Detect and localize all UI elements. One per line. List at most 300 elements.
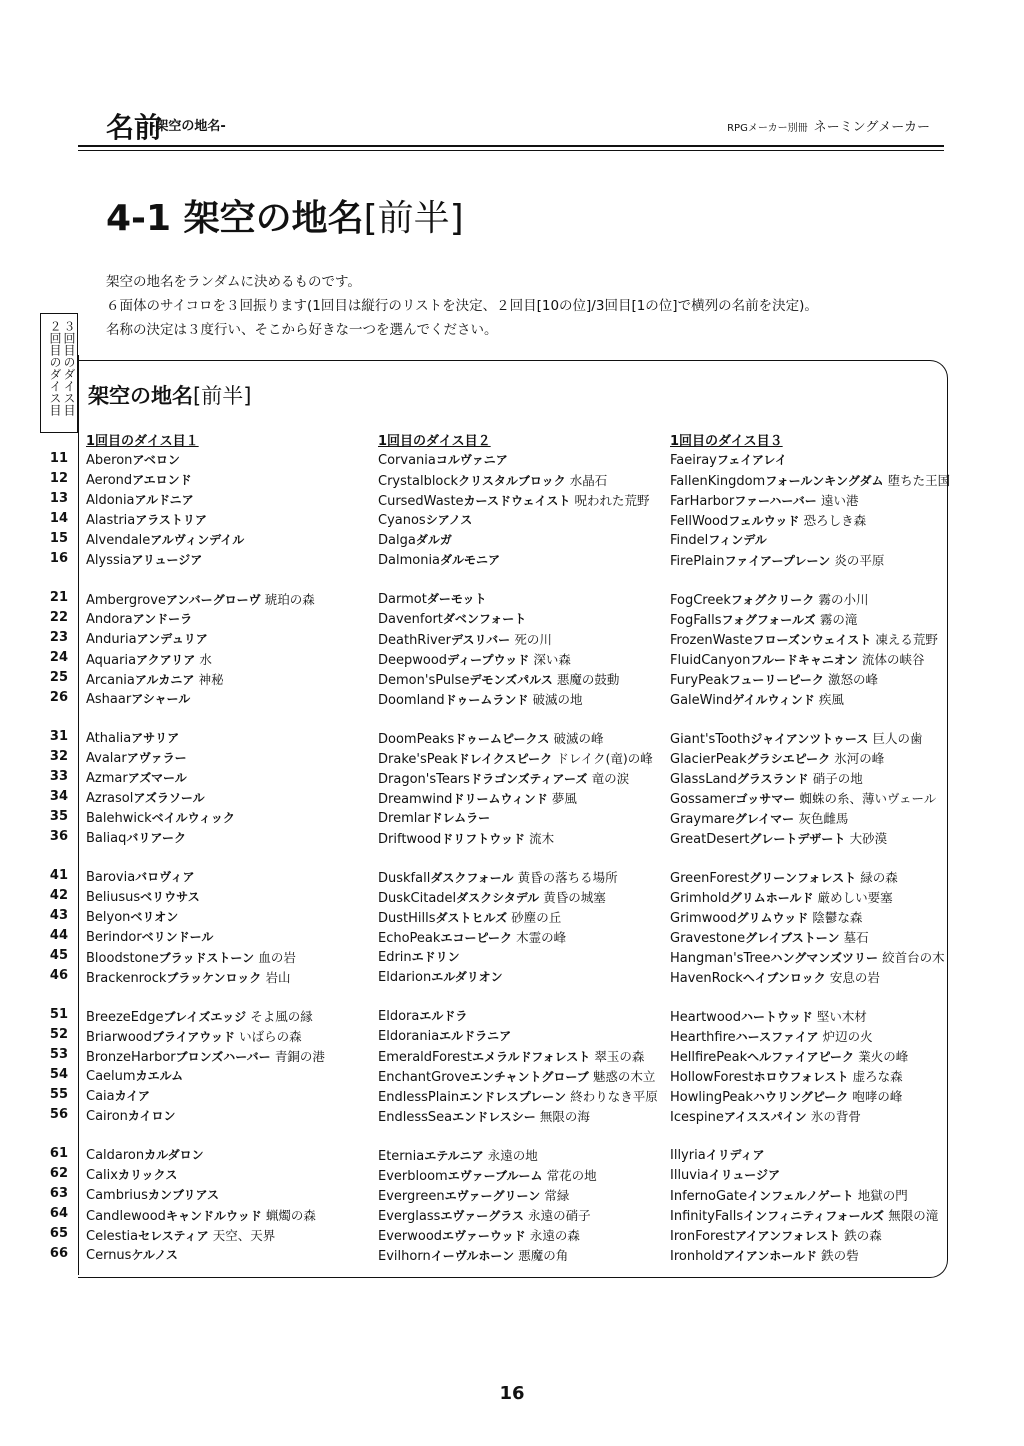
row-number: 22 [49,609,68,625]
place-name-katakana: エルダリオン [431,969,503,984]
place-name-katakana: ジャイアンツトゥース [750,732,869,746]
place-name-latin: Baliaq [86,830,127,846]
place-name-latin: Belyon [86,909,131,925]
place-name-entry [378,511,472,528]
place-name-latin: Berindor [86,929,142,945]
place-name-latin: Doomland [378,692,445,708]
row-number: 14 [49,510,68,526]
place-name-katakana: アクアリア [136,652,196,667]
place-name-katakana: コルヴァニア [435,453,508,467]
place-name-entry [670,1246,859,1264]
place-name-katakana: インフィニティフォールズ [743,1208,885,1223]
place-name-entry [86,451,180,468]
place-name-entry [86,650,212,668]
column-head-3: 1回目のダイス目３ [670,434,783,449]
place-name-latin: Athalia [86,731,132,746]
place-name-latin: Aberon [86,453,133,468]
place-name-latin: Grimhold [670,890,730,906]
place-name-entry [670,511,866,529]
place-name-entry [670,729,923,747]
place-name-latin: Icespine [670,1109,724,1125]
place-name-latin: EmeraldForest [378,1049,472,1065]
row-number: 54 [49,1066,68,1082]
place-name-entry [86,630,208,647]
place-name-katakana: ダスクフォール [430,871,514,885]
place-name-meaning: 蝋燭の森 [265,1207,316,1223]
place-name-entry [378,829,554,847]
place-name-latin: EchoPeak [378,930,441,946]
place-name-entry [670,968,880,986]
place-name-katakana: エコーピーク [440,930,512,945]
place-name-latin: Evilhorn [378,1248,431,1264]
place-name-katakana: ダーモット [426,592,487,606]
row-number: 12 [49,470,68,486]
place-name-latin: Drake'sPeak [378,751,458,767]
place-name-katakana: フィンデル [708,532,767,547]
place-name-entry [378,948,460,965]
place-name-entry [86,551,202,568]
place-name-latin: Hangman'sTree [670,950,771,966]
place-name-entry [670,908,862,926]
place-name-meaning: 蜘蛛の糸、薄いヴェール [799,790,937,806]
place-name-katakana: カリックス [117,1167,178,1182]
place-name-entry [86,1206,316,1224]
intro-line: ６面体のサイコロを３回振ります(1回目は縦行のリストを決定、２回目[10の位]/3回目[1の位]で横列の名前を決定)。 [106,298,818,314]
place-name-katakana: イーヴルホーン [430,1248,515,1263]
place-name-meaning: 堕ちた王国 [887,472,951,488]
chapter-number: 4-1 [106,198,172,239]
place-name-katakana: ダストヒルズ [435,910,508,925]
place-name-katakana: ファイアープレーン [724,553,831,568]
place-name-katakana: グリーンフォレスト [749,871,857,885]
place-name-latin: Eldarion [378,969,432,985]
place-name-katakana: キャンドルウッド [165,1208,262,1223]
place-name-katakana: エヴァーグリーン [444,1188,541,1203]
place-name-latin: GlassLand [670,771,737,787]
place-name-entry [86,1146,204,1163]
place-name-latin: FirePlain [670,553,725,569]
place-name-katakana: エルドラ [419,1009,468,1023]
place-name-latin: Arcania [86,672,135,688]
place-name-latin: Alvendale [86,532,151,548]
place-name-entry [670,690,844,708]
place-name-entry [378,670,619,688]
place-name-katakana: アンデュリア [136,631,208,646]
chapter-title [106,190,464,241]
place-name-latin: Grimwood [670,910,737,926]
place-name-katakana: カイア [114,1088,150,1103]
place-name-latin: Celestia [86,1228,139,1244]
place-name-katakana: ダルガ [415,532,452,547]
place-name-latin: FluidCanyon [670,652,751,668]
place-name-katakana: アラストリア [135,512,207,527]
place-name-latin: Darmot [378,592,427,607]
place-name-meaning: 墓石 [843,929,869,945]
place-name-latin: Aerond [86,472,133,488]
place-name-meaning: 業火の峰 [858,1048,909,1064]
row-number: 11 [49,451,68,466]
place-name-latin: Cairon [86,1108,128,1124]
place-name-entry [86,610,192,627]
place-name-entry [670,491,858,509]
place-name-meaning: 鉄の森 [844,1227,882,1243]
row-number: 33 [49,768,68,784]
place-name-meaning: 琥珀の森 [264,592,315,607]
row-number: 41 [49,868,68,883]
place-name-latin: Dalmonia [378,552,441,568]
place-name-latin: Aldonia [86,492,135,508]
row-number: 62 [49,1165,68,1181]
place-name-katakana: クリスタルブロック [458,473,566,488]
row-number: 21 [49,590,68,605]
place-name-meaning: 氷河の峰 [834,750,885,766]
place-name-meaning: 終わりなき平原 [570,1088,658,1104]
place-name-latin: Calix [86,1167,118,1183]
place-name-latin: GlacierPeak [670,751,747,767]
place-name-entry [86,729,179,746]
place-name-meaning: 水 [199,651,212,667]
place-name-entry [86,1246,178,1263]
place-name-meaning: 陰鬱な森 [812,909,863,925]
place-name-latin: HavenRock [670,970,743,986]
place-name-latin: HollowForest [670,1069,754,1085]
place-name-meaning: 呪われた荒野 [574,492,650,508]
place-name-meaning: 常花の地 [546,1167,597,1183]
place-name-entry [378,789,577,807]
header-book-title [727,116,930,135]
place-name-katakana: カルダロン [144,1148,204,1162]
place-name-katakana: グラスランド [736,771,809,786]
place-name-entry [86,690,190,707]
place-name-meaning: 咆哮の峰 [852,1088,903,1104]
place-name-meaning: 凍える荒野 [875,631,938,647]
place-name-latin: Everwood [378,1228,443,1244]
place-name-katakana: エンチャントグローブ [469,1069,589,1084]
place-name-latin: HowlingPeak [670,1089,753,1105]
place-name-entry [86,531,244,548]
place-name-latin: FogFalls [670,612,722,628]
place-name-entry [378,729,604,747]
place-name-katakana: イリュージア [708,1167,780,1182]
place-name-meaning: 厳めしい要塞 [817,889,893,905]
place-name-entry [670,1186,908,1204]
row-number: 66 [49,1245,68,1261]
place-name-meaning: 安息の岩 [829,969,880,985]
place-name-entry [86,1087,150,1104]
place-name-latin: Caelum [86,1068,136,1084]
place-name-katakana: フォグフォールズ [721,612,816,627]
place-name-katakana: グレイマー [734,811,795,826]
place-name-meaning: 堅い木材 [816,1009,867,1024]
place-name-katakana: ホロウフォレスト [753,1069,849,1084]
place-name-entry [378,888,606,906]
row-number: 53 [49,1046,68,1062]
place-name-latin: FrozenWaste [670,632,753,648]
place-name-entry [670,1166,780,1183]
header-rule-thin [78,150,944,151]
intro-line: 架空の地名をランダムに決めるものです。 [106,274,361,290]
place-name-entry [378,928,566,946]
place-name-meaning: 常緑 [544,1187,570,1203]
place-name-entry [670,650,925,668]
place-name-katakana: フォールンキングダム [765,473,884,488]
place-name-meaning: 岩山 [265,969,291,985]
place-name-entry [86,670,224,688]
intro-line: 名称の決定は３度行い、そこから好きな一つを選んでください。 [106,322,498,338]
place-name-katakana: ダベンフォート [442,611,527,626]
place-name-katakana: アルカニア [134,672,195,687]
place-name-latin: FarHarbor [670,493,735,509]
place-name-entry [670,1047,908,1065]
place-name-latin: Cyanos [378,512,426,528]
place-name-latin: DoomPeaks [378,732,455,747]
place-name-entry [378,1186,569,1204]
place-name-entry [378,1067,655,1085]
row-number: 23 [49,629,68,645]
row-number: 42 [49,887,68,903]
place-name-meaning: ドレイク(竜)の峰 [556,750,653,766]
place-name-katakana: ブライアウッド [151,1029,236,1044]
place-name-katakana: アヴァラー [126,750,187,765]
place-name-entry [670,829,887,847]
place-name-entry [670,471,950,489]
row-number: 43 [49,907,68,923]
place-name-meaning: いばらの森 [239,1028,302,1044]
place-name-meaning: 霧の小川 [818,592,869,607]
place-name-katakana: デモンズパルス [469,672,553,687]
place-name-latin: Alastria [86,512,136,528]
place-name-latin: Gossamer [670,791,736,807]
place-name-katakana: カンブリアス [147,1187,219,1202]
place-name-latin: EndlessSea [378,1109,453,1125]
place-name-meaning: 硝子の地 [812,770,863,786]
place-name-meaning: 流木 [529,830,555,846]
place-name-entry [378,610,526,627]
place-name-entry [378,908,561,926]
place-name-latin: Faeiray [670,453,717,468]
place-name-entry [86,1107,176,1124]
place-name-latin: Dreamwind [378,791,453,807]
place-name-katakana: カースドウェイスト [463,493,571,508]
place-name-katakana: エヴァーブルーム [447,1168,543,1183]
row-number: 31 [49,729,68,744]
place-name-latin: Caldaron [86,1148,145,1163]
place-name-meaning: 悪魔の鼓動 [556,671,620,687]
place-name-meaning: 緑の森 [860,870,898,885]
place-name-entry [86,1226,275,1244]
place-name-meaning: そよ風の縁 [250,1009,313,1024]
place-name-katakana: ディープウッド [447,652,530,667]
place-name-entry [670,551,884,569]
place-name-katakana: カイロン [127,1108,176,1123]
place-name-katakana: ブロンズハーバー [175,1049,271,1064]
chapter-name: 架空の地名 [183,198,364,239]
place-name-katakana: グラシエピーク [746,751,831,766]
place-name-latin: Dalga [378,532,416,548]
place-name-katakana: デスリバー [451,632,511,647]
place-name-latin: Bloodstone [86,950,159,966]
place-name-meaning: 霧の滝 [819,611,858,627]
place-name-katakana: ドリームウィンド [452,791,548,806]
place-name-katakana: グリムホールド [729,890,814,905]
place-name-latin: Crystalblock [378,473,459,489]
place-name-meaning: 絞首台の木 [882,949,945,965]
place-name-katakana: ヘイブンロック [742,970,826,985]
place-name-katakana: ドゥームピークス [454,732,550,746]
place-name-katakana: フェイアレイ [716,453,787,467]
place-name-entry [86,829,186,846]
place-name-meaning: 砂塵の丘 [511,909,562,925]
place-name-meaning: 水晶石 [569,472,608,488]
place-name-katakana: エンドレスプレーン [459,1089,567,1104]
row-number: 35 [49,808,68,824]
place-name-katakana: ドレイクスピーク [457,751,553,766]
row-number: 61 [49,1146,68,1161]
place-name-entry [378,1166,597,1184]
place-name-katakana: アンバーグローヴ [165,593,261,607]
place-name-entry [670,789,936,807]
place-name-latin: InfinityFalls [670,1208,744,1224]
place-name-meaning: 灰色雌馬 [798,810,849,826]
place-name-katakana: ベリオン [130,909,179,924]
place-name-latin: Giant'sTooth [670,732,751,747]
place-name-latin: EnchantGrove [378,1069,470,1085]
place-name-entry [86,1166,177,1183]
place-name-katakana: エルドラニア [439,1028,512,1043]
place-name-entry [670,888,893,906]
place-name-latin: Balehwick [86,810,152,826]
place-name-entry [670,610,857,628]
place-name-katakana: エヴァーグラス [440,1208,524,1223]
place-name-entry [378,1206,591,1224]
place-name-katakana: アリュージア [131,552,203,567]
place-name-entry [86,868,194,885]
place-name-entry [378,531,452,548]
place-name-katakana: ダルモニア [440,552,501,567]
place-name-entry [86,888,200,905]
place-name-katakana: セレスティア [138,1228,209,1243]
place-name-latin: Candlewood [86,1208,166,1224]
place-name-latin: Everglass [378,1208,441,1224]
page-number: 16 [499,1383,525,1404]
place-name-entry [670,948,945,966]
place-name-entry [670,630,938,648]
table-title: 架空の地名[前半] [88,384,252,408]
place-name-meaning: 遠い港 [820,492,859,508]
place-name-entry [378,630,552,648]
place-name-katakana: ケルノス [131,1247,178,1262]
chapter-bracket-close: ] [449,198,464,239]
place-name-entry [86,1186,219,1203]
place-name-meaning: 死の川 [514,631,552,647]
row-number: 32 [49,748,68,764]
place-name-entry [670,749,884,767]
place-name-entry [670,868,898,886]
place-name-latin: DuskCitadel [378,890,457,906]
place-name-entry [86,948,296,966]
place-name-latin: Illyria [670,1148,706,1163]
place-name-meaning: 永遠の森 [529,1227,580,1243]
place-name-katakana: エドリン [411,949,460,964]
place-name-latin: Ironhold [670,1248,724,1264]
row-number: 52 [49,1026,68,1042]
place-name-latin: GaleWind [670,692,733,708]
place-name-katakana: ドリフトウッド [441,831,525,846]
place-name-entry [670,1206,938,1224]
place-name-entry [86,749,187,766]
place-name-latin: Heartwood [670,1010,741,1025]
place-name-katakana: ベリンドール [141,929,214,944]
place-name-entry [378,551,500,568]
place-name-latin: Dragon'sTears [378,771,470,787]
place-name-entry [86,491,194,508]
place-name-meaning: 木霊の峰 [516,929,567,945]
page-header [78,100,944,146]
place-name-entry [378,1027,511,1044]
table-title-text: 架空の地名 [88,384,193,408]
place-name-latin: Ashaar [86,691,132,707]
row-number: 44 [49,927,68,943]
place-name-entry [378,809,490,826]
place-name-entry [378,968,503,985]
row-number: 45 [49,947,68,963]
place-name-katakana: エヴァーウッド [442,1228,526,1243]
place-name-latin: Ambergrove [86,593,166,608]
place-name-katakana: アサリア [131,731,180,745]
chapter-bracket-text: 前半 [377,198,450,239]
place-name-entry [86,968,290,986]
place-name-latin: Driftwood [378,831,442,847]
place-name-entry [378,1246,568,1264]
row-number: 16 [49,550,68,566]
place-name-katakana: アルドニア [134,492,194,507]
place-name-latin: Caia [86,1088,115,1104]
place-name-entry [670,1226,882,1244]
place-name-latin: Hearthfire [670,1029,736,1045]
place-name-meaning: 無限の滝 [888,1207,939,1223]
header-subtitle: -架空の地名- [150,119,226,134]
place-name-latin: Brackenrock [86,970,167,986]
place-name-latin: BreezeEdge [86,1010,164,1025]
place-name-katakana: アイアンホールド [723,1248,817,1263]
place-name-katakana: ベイルウィック [151,810,235,825]
place-name-katakana: イリディア [705,1148,765,1162]
place-name-katakana: カエルム [135,1068,184,1083]
place-name-meaning: 黄昏の落ちる場所 [517,870,618,885]
place-name-entry [670,809,848,827]
place-name-entry [378,1146,538,1164]
place-name-meaning: 悪魔の角 [518,1247,569,1263]
place-name-entry [378,1007,467,1024]
place-name-latin: BronzeHarbor [86,1049,176,1065]
place-name-entry [86,789,205,806]
place-name-katakana: フェルウッド [728,513,800,528]
place-name-latin: InfernoGate [670,1188,748,1204]
place-name-entry [670,1107,861,1125]
place-name-latin: Briarwood [86,1029,152,1045]
place-name-meaning: 氷の背骨 [810,1108,861,1124]
place-name-latin: Anduria [86,631,137,647]
place-name-entry [378,1107,590,1125]
place-name-entry [86,511,207,528]
place-name-meaning: 竜の涙 [591,770,630,786]
place-name-katakana: インフェルノゲート [747,1188,854,1203]
place-name-latin: Andora [86,611,133,627]
row-number: 63 [49,1185,68,1201]
place-name-latin: HellfirePeak [670,1049,748,1065]
place-name-entry [86,1007,313,1025]
place-name-entry [670,451,787,468]
